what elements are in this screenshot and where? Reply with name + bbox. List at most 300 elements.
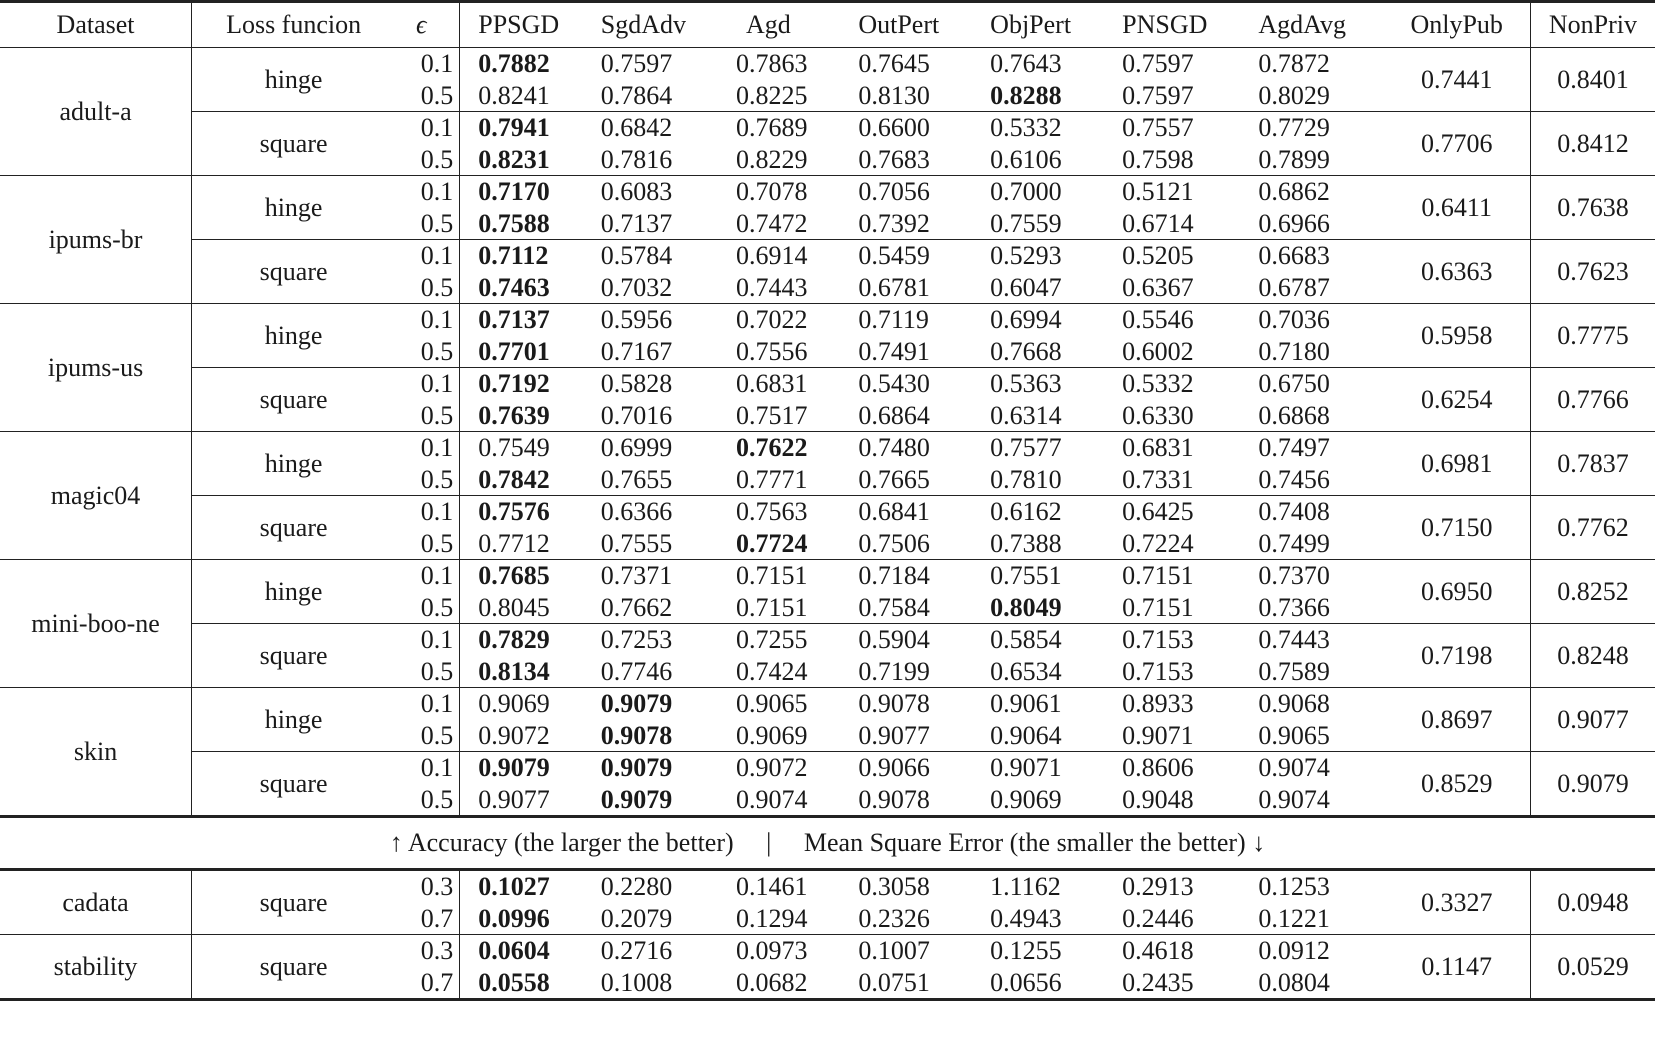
value-cell: 0.7170 xyxy=(460,176,593,208)
value-cell: 0.7151 xyxy=(728,560,850,592)
value-cell: 0.7551 xyxy=(980,560,1112,592)
epsilon-cell: 0.1 xyxy=(383,368,460,400)
value-cell: 0.7941 xyxy=(460,112,593,144)
value-cell: 0.7119 xyxy=(850,304,980,336)
value-cell: 0.5363 xyxy=(980,368,1112,400)
metric-divider-row xyxy=(0,817,1655,870)
epsilon-cell: 0.1 xyxy=(383,240,460,272)
epsilon-cell: 0.5 xyxy=(383,592,460,624)
value-cell: 0.6330 xyxy=(1122,400,1194,430)
value-cell: 0.9074 xyxy=(1258,784,1330,814)
header-agd: Agd xyxy=(728,2,850,48)
value-cell: 0.2913 xyxy=(1122,872,1194,901)
value-cell: 0.7588 xyxy=(478,208,550,238)
value-cell: 0.0804 xyxy=(1258,967,1330,997)
onlypub-cell: 0.7706 xyxy=(1384,112,1531,176)
value-cell: 0.9065 xyxy=(728,688,850,720)
epsilon-cell: 0.1 xyxy=(383,304,460,336)
value-cell: 0.6002 xyxy=(1122,336,1194,366)
value-cell: 0.7665 xyxy=(858,464,930,494)
value-cell: 0.7036 xyxy=(1248,304,1383,336)
loss-function-cell: square xyxy=(192,624,384,688)
value-cell: 0.6994 xyxy=(980,304,1112,336)
value-cell: 0.7872 xyxy=(1258,49,1330,78)
value-cell: 0.7689 xyxy=(728,112,850,144)
epsilon-cell: 0.5 xyxy=(383,80,460,112)
value-cell: 0.6864 xyxy=(858,400,930,430)
epsilon-cell: 0.3 xyxy=(383,870,460,903)
value-cell: 0.9069 xyxy=(460,688,593,720)
value-cell: 0.7683 xyxy=(858,144,930,174)
nonpriv-cell: 0.7762 xyxy=(1530,496,1655,560)
value-cell: 0.6083 xyxy=(593,176,728,208)
value-cell: 0.3058 xyxy=(858,872,930,901)
table-row xyxy=(0,688,1655,720)
value-cell: 0.9071 xyxy=(1122,720,1194,750)
nonpriv-cell: 0.9079 xyxy=(1530,752,1655,817)
header-ppsgd: PPSGD xyxy=(460,2,593,48)
header-agdavg: AgdAvg xyxy=(1248,2,1383,48)
value-cell: 0.6787 xyxy=(1258,272,1330,302)
value-cell: 0.7597 xyxy=(600,49,673,78)
dataset-cell: stability xyxy=(0,935,192,1000)
epsilon-cell: 0.1 xyxy=(383,432,460,464)
value-cell: 0.7255 xyxy=(728,624,850,656)
value-cell: 0.0751 xyxy=(858,967,930,997)
value-cell: 0.6106 xyxy=(990,144,1062,174)
epsilon-cell: 0.1 xyxy=(383,624,460,656)
header-objpert: ObjPert xyxy=(980,2,1112,48)
header-onlypub: OnlyPub xyxy=(1384,2,1531,48)
loss-function-cell: square xyxy=(192,240,384,304)
value-cell: 0.9074 xyxy=(1248,752,1383,784)
up-arrow-icon: ↑ xyxy=(389,828,403,858)
value-cell: 0.7192 xyxy=(460,368,593,400)
onlypub-cell: 0.6254 xyxy=(1384,368,1531,432)
value-cell: 0.7078 xyxy=(728,176,850,208)
value-cell: 0.8134 xyxy=(478,656,550,686)
nonpriv-cell: 0.0529 xyxy=(1530,935,1655,1000)
value-cell: 0.0973 xyxy=(728,935,850,967)
value-cell: 0.8231 xyxy=(478,144,550,174)
epsilon-cell: 0.1 xyxy=(383,688,460,720)
table-row xyxy=(0,560,1655,592)
table-row xyxy=(0,240,1655,272)
value-cell: 0.7022 xyxy=(728,304,850,336)
value-cell: 0.8225 xyxy=(735,80,808,110)
epsilon-cell: 0.5 xyxy=(383,336,460,368)
onlypub-cell: 0.6411 xyxy=(1384,176,1531,240)
value-cell: 0.7151 xyxy=(1122,592,1194,622)
value-cell: 0.7472 xyxy=(735,208,808,238)
mse-desc: (the smaller the better) xyxy=(1003,828,1253,858)
epsilon-cell: 0.3 xyxy=(383,935,460,967)
value-cell: 0.7151 xyxy=(1112,560,1248,592)
value-cell: 0.9065 xyxy=(1258,720,1330,750)
epsilon-cell: 0.1 xyxy=(383,752,460,784)
value-cell: 0.9048 xyxy=(1122,784,1194,814)
loss-function-cell: hinge xyxy=(264,64,323,94)
value-cell: 0.9078 xyxy=(858,784,930,814)
value-cell: 0.5546 xyxy=(1112,304,1248,336)
value-cell: 0.5121 xyxy=(1112,176,1248,208)
value-cell: 0.7724 xyxy=(735,528,808,558)
value-cell: 0.7810 xyxy=(990,464,1062,494)
header-loss-function: Loss funcion xyxy=(192,2,384,48)
header-nonpriv: NonPriv xyxy=(1530,2,1655,48)
value-cell: 0.5205 xyxy=(1112,240,1248,272)
value-cell: 0.7463 xyxy=(478,272,550,302)
value-cell: 0.7491 xyxy=(858,336,930,366)
value-cell: 0.2446 xyxy=(1122,903,1194,933)
value-cell: 0.7662 xyxy=(600,592,673,622)
epsilon-cell: 0.5 xyxy=(383,144,460,176)
value-cell: 0.7424 xyxy=(735,656,808,686)
value-cell: 0.2716 xyxy=(593,935,728,967)
value-cell: 0.7153 xyxy=(1112,624,1248,656)
value-cell: 0.0558 xyxy=(478,967,550,997)
dataset-cell: cadata xyxy=(0,870,192,935)
value-cell: 0.5459 xyxy=(850,240,980,272)
value-cell: 0.7597 xyxy=(1122,80,1194,110)
value-cell: 0.7655 xyxy=(600,464,673,494)
onlypub-cell: 0.7441 xyxy=(1384,48,1531,112)
value-cell: 0.7056 xyxy=(850,176,980,208)
mse-label: Mean Square Error xyxy=(803,828,1004,858)
dataset-cell: ipums-br xyxy=(0,176,192,304)
value-cell: 0.8288 xyxy=(990,80,1062,110)
value-cell: 0.2280 xyxy=(600,872,673,901)
value-cell: 0.9077 xyxy=(858,720,930,750)
epsilon-cell: 0.5 xyxy=(383,272,460,304)
loss-function-cell: hinge xyxy=(192,688,384,752)
value-cell: 0.7556 xyxy=(735,336,808,366)
value-cell: 0.5828 xyxy=(593,368,728,400)
value-cell: 0.9072 xyxy=(728,752,850,784)
value-cell: 0.9079 xyxy=(593,688,728,720)
loss-function-cell: square xyxy=(192,112,384,176)
value-cell: 0.6831 xyxy=(1112,432,1248,464)
value-cell: 0.6314 xyxy=(990,400,1062,430)
value-cell: 0.5956 xyxy=(593,304,728,336)
value-cell: 0.7392 xyxy=(858,208,930,238)
onlypub-cell: 0.8529 xyxy=(1384,752,1531,817)
accuracy-desc: (the larger the better) xyxy=(507,828,734,858)
value-cell: 0.7622 xyxy=(728,432,850,464)
value-cell: 0.2326 xyxy=(858,903,930,933)
value-cell: 0.7577 xyxy=(980,432,1112,464)
epsilon-cell: 0.1 xyxy=(383,112,460,144)
value-cell: 0.8241 xyxy=(478,80,550,110)
epsilon-cell: 0.7 xyxy=(383,903,460,935)
table-row xyxy=(0,935,1655,967)
onlypub-cell: 0.7198 xyxy=(1384,624,1531,688)
nonpriv-cell: 0.0948 xyxy=(1557,887,1629,917)
epsilon-cell: 0.1 xyxy=(383,176,460,208)
value-cell: 0.1294 xyxy=(735,903,808,933)
value-cell: 0.5332 xyxy=(1112,368,1248,400)
value-cell: 0.6600 xyxy=(850,112,980,144)
dataset-cell: magic04 xyxy=(0,432,192,560)
value-cell: 0.6425 xyxy=(1112,496,1248,528)
onlypub-cell: 0.6950 xyxy=(1384,560,1531,624)
regression-section xyxy=(0,870,1655,1000)
value-cell: 0.6534 xyxy=(990,656,1062,686)
dataset-cell: mini-boo-ne xyxy=(0,560,192,688)
value-cell: 0.8045 xyxy=(478,592,550,622)
value-cell: 0.7366 xyxy=(1258,592,1330,622)
value-cell: 0.7331 xyxy=(1122,464,1194,494)
value-cell: 0.9066 xyxy=(850,752,980,784)
onlypub-cell: 0.1147 xyxy=(1384,935,1531,1000)
value-cell: 0.7443 xyxy=(735,272,808,302)
table-row xyxy=(0,112,1655,144)
value-cell: 0.7153 xyxy=(1122,656,1194,686)
nonpriv-cell: 0.7766 xyxy=(1530,368,1655,432)
value-cell: 0.7497 xyxy=(1248,432,1383,464)
table-row xyxy=(0,432,1655,464)
value-cell: 0.7816 xyxy=(600,144,673,174)
value-cell: 0.5293 xyxy=(980,240,1112,272)
value-cell: 0.1007 xyxy=(850,935,980,967)
value-cell: 0.4943 xyxy=(990,903,1062,933)
value-cell: 0.9079 xyxy=(460,752,593,784)
value-cell: 0.7863 xyxy=(735,49,808,78)
epsilon-cell: 0.5 xyxy=(383,720,460,752)
value-cell: 0.8049 xyxy=(990,592,1062,622)
value-cell: 0.5784 xyxy=(593,240,728,272)
header-pnsgd: PNSGD xyxy=(1112,2,1248,48)
header-outpert: OutPert xyxy=(850,2,980,48)
value-cell: 0.9077 xyxy=(478,784,550,814)
value-cell: 0.6162 xyxy=(980,496,1112,528)
value-cell: 0.7557 xyxy=(1112,112,1248,144)
value-cell: 0.7746 xyxy=(600,656,673,686)
epsilon-cell: 0.5 xyxy=(383,784,460,817)
nonpriv-cell: 0.7623 xyxy=(1530,240,1655,304)
value-cell: 0.9078 xyxy=(850,688,980,720)
value-cell: 0.6714 xyxy=(1122,208,1194,238)
header-epsilon: ϵ xyxy=(383,2,460,48)
value-cell: 0.9071 xyxy=(980,752,1112,784)
value-cell: 0.7584 xyxy=(858,592,930,622)
loss-function-cell: square xyxy=(192,496,384,560)
onlypub-cell: 0.8697 xyxy=(1384,688,1531,752)
value-cell: 0.9068 xyxy=(1248,688,1383,720)
loss-function-cell: hinge xyxy=(192,560,384,624)
value-cell: 0.7563 xyxy=(728,496,850,528)
value-cell: 0.7701 xyxy=(478,336,550,366)
value-cell: 0.7370 xyxy=(1248,560,1383,592)
value-cell: 0.7184 xyxy=(850,560,980,592)
value-cell: 0.7167 xyxy=(600,336,673,366)
nonpriv-cell: 0.9077 xyxy=(1530,688,1655,752)
value-cell: 0.2435 xyxy=(1122,967,1194,997)
value-cell: 0.6047 xyxy=(990,272,1062,302)
nonpriv-cell: 0.7775 xyxy=(1530,304,1655,368)
header-row xyxy=(0,2,1655,48)
value-cell: 0.9072 xyxy=(478,720,550,750)
loss-function-cell: hinge xyxy=(192,176,384,240)
value-cell: 0.1027 xyxy=(478,872,550,901)
loss-function-cell: square xyxy=(259,887,328,917)
value-cell: 0.8933 xyxy=(1112,688,1248,720)
dataset-cell: ipums-us xyxy=(0,304,192,432)
value-cell: 0.7639 xyxy=(478,400,550,430)
nonpriv-cell: 0.8412 xyxy=(1530,112,1655,176)
value-cell: 0.7597 xyxy=(1122,49,1194,78)
value-cell: 0.7668 xyxy=(990,336,1062,366)
loss-function-cell: square xyxy=(192,935,384,1000)
loss-function-cell: square xyxy=(192,368,384,432)
value-cell: 0.0912 xyxy=(1248,935,1383,967)
nonpriv-cell: 0.8252 xyxy=(1530,560,1655,624)
value-cell: 0.0604 xyxy=(460,935,593,967)
value-cell: 0.7643 xyxy=(990,49,1062,78)
down-arrow-icon: ↓ xyxy=(1252,828,1266,858)
value-cell: 0.7224 xyxy=(1122,528,1194,558)
value-cell: 0.6914 xyxy=(728,240,850,272)
value-cell: 1.1162 xyxy=(990,872,1061,901)
value-cell: 0.7137 xyxy=(460,304,593,336)
value-cell: 0.5430 xyxy=(850,368,980,400)
value-cell: 0.7559 xyxy=(990,208,1062,238)
value-cell: 0.5904 xyxy=(850,624,980,656)
value-cell: 0.5332 xyxy=(980,112,1112,144)
value-cell: 0.9069 xyxy=(990,784,1062,814)
value-cell: 0.6966 xyxy=(1258,208,1330,238)
note-separator: | xyxy=(766,828,772,858)
table-row xyxy=(0,624,1655,656)
nonpriv-cell: 0.8401 xyxy=(1557,64,1629,94)
dataset-cell: skin xyxy=(0,688,192,817)
value-cell: 0.7180 xyxy=(1258,336,1330,366)
value-cell: 0.7549 xyxy=(460,432,593,464)
value-cell: 0.7506 xyxy=(858,528,930,558)
value-cell: 0.7517 xyxy=(735,400,808,430)
value-cell: 0.8029 xyxy=(1258,80,1330,110)
value-cell: 0.6831 xyxy=(728,368,850,400)
value-cell: 0.9061 xyxy=(980,688,1112,720)
loss-function-cell: hinge xyxy=(192,304,384,368)
value-cell: 0.7137 xyxy=(600,208,673,238)
onlypub-cell: 0.3327 xyxy=(1384,870,1531,935)
value-cell: 0.8229 xyxy=(735,144,808,174)
onlypub-cell: 0.5958 xyxy=(1384,304,1531,368)
value-cell: 0.7685 xyxy=(460,560,593,592)
table-row xyxy=(0,870,1655,903)
value-cell: 0.5854 xyxy=(980,624,1112,656)
value-cell: 0.0656 xyxy=(990,967,1062,997)
value-cell: 0.6366 xyxy=(593,496,728,528)
value-cell: 0.7598 xyxy=(1122,144,1194,174)
value-cell: 0.9064 xyxy=(990,720,1062,750)
value-cell: 0.7729 xyxy=(1248,112,1383,144)
value-cell: 0.6841 xyxy=(850,496,980,528)
value-cell: 0.6999 xyxy=(593,432,728,464)
value-cell: 0.7388 xyxy=(990,528,1062,558)
value-cell: 0.9074 xyxy=(735,784,808,814)
value-cell: 0.7408 xyxy=(1248,496,1383,528)
value-cell: 0.7899 xyxy=(1258,144,1330,174)
table-row xyxy=(0,304,1655,336)
value-cell: 0.6781 xyxy=(858,272,930,302)
table-row xyxy=(0,368,1655,400)
accuracy-label: Accuracy xyxy=(407,828,508,858)
value-cell: 0.2079 xyxy=(600,903,673,933)
value-cell: 0.7712 xyxy=(478,528,550,558)
value-cell: 0.4618 xyxy=(1112,935,1248,967)
value-cell: 0.7456 xyxy=(1258,464,1330,494)
value-cell: 0.1461 xyxy=(735,872,808,901)
table-row xyxy=(0,176,1655,208)
value-cell: 0.7112 xyxy=(460,240,593,272)
epsilon-cell: 0.1 xyxy=(383,560,460,592)
value-cell: 0.7645 xyxy=(858,49,930,78)
epsilon-cell: 0.5 xyxy=(383,464,460,496)
value-cell: 0.7199 xyxy=(858,656,930,686)
epsilon-cell: 0.5 xyxy=(383,400,460,432)
loss-function-cell: hinge xyxy=(192,432,384,496)
header-dataset: Dataset xyxy=(0,2,192,48)
value-cell: 0.6862 xyxy=(1248,176,1383,208)
epsilon-cell: 0.1 xyxy=(383,48,460,80)
nonpriv-cell: 0.7638 xyxy=(1530,176,1655,240)
value-cell: 0.8130 xyxy=(858,80,930,110)
value-cell: 0.7842 xyxy=(478,464,550,494)
value-cell: 0.9078 xyxy=(600,720,673,750)
table-row xyxy=(0,48,1655,80)
onlypub-cell: 0.6981 xyxy=(1384,432,1531,496)
nonpriv-cell: 0.7837 xyxy=(1530,432,1655,496)
epsilon-cell: 0.5 xyxy=(383,208,460,240)
value-cell: 0.7016 xyxy=(600,400,673,430)
value-cell: 0.7555 xyxy=(600,528,673,558)
value-cell: 0.7864 xyxy=(600,80,673,110)
value-cell: 0.7589 xyxy=(1258,656,1330,686)
epsilon-cell: 0.1 xyxy=(383,496,460,528)
header-sgdadv: SgdAdv xyxy=(593,2,728,48)
table-row xyxy=(0,752,1655,784)
value-cell: 0.7032 xyxy=(600,272,673,302)
value-cell: 0.9069 xyxy=(735,720,808,750)
value-cell: 0.7771 xyxy=(735,464,808,494)
table-row xyxy=(0,496,1655,528)
value-cell: 0.7443 xyxy=(1248,624,1383,656)
value-cell: 0.7576 xyxy=(460,496,593,528)
value-cell: 0.8606 xyxy=(1112,752,1248,784)
value-cell: 0.6842 xyxy=(593,112,728,144)
value-cell: 0.1255 xyxy=(980,935,1112,967)
onlypub-cell: 0.6363 xyxy=(1384,240,1531,304)
metric-note xyxy=(0,817,1655,870)
value-cell: 0.0682 xyxy=(735,967,808,997)
value-cell: 0.6367 xyxy=(1122,272,1194,302)
value-cell: 0.7151 xyxy=(735,592,808,622)
classification-section xyxy=(0,48,1655,817)
value-cell: 0.9079 xyxy=(593,752,728,784)
value-cell: 0.6683 xyxy=(1248,240,1383,272)
value-cell: 0.6750 xyxy=(1248,368,1383,400)
value-cell: 0.7371 xyxy=(593,560,728,592)
value-cell: 0.7829 xyxy=(460,624,593,656)
value-cell: 0.1008 xyxy=(600,967,673,997)
value-cell: 0.9079 xyxy=(600,784,673,814)
epsilon-cell: 0.5 xyxy=(383,528,460,560)
epsilon-cell: 0.5 xyxy=(383,656,460,688)
value-cell: 0.7882 xyxy=(478,49,550,78)
onlypub-cell: 0.7150 xyxy=(1384,496,1531,560)
